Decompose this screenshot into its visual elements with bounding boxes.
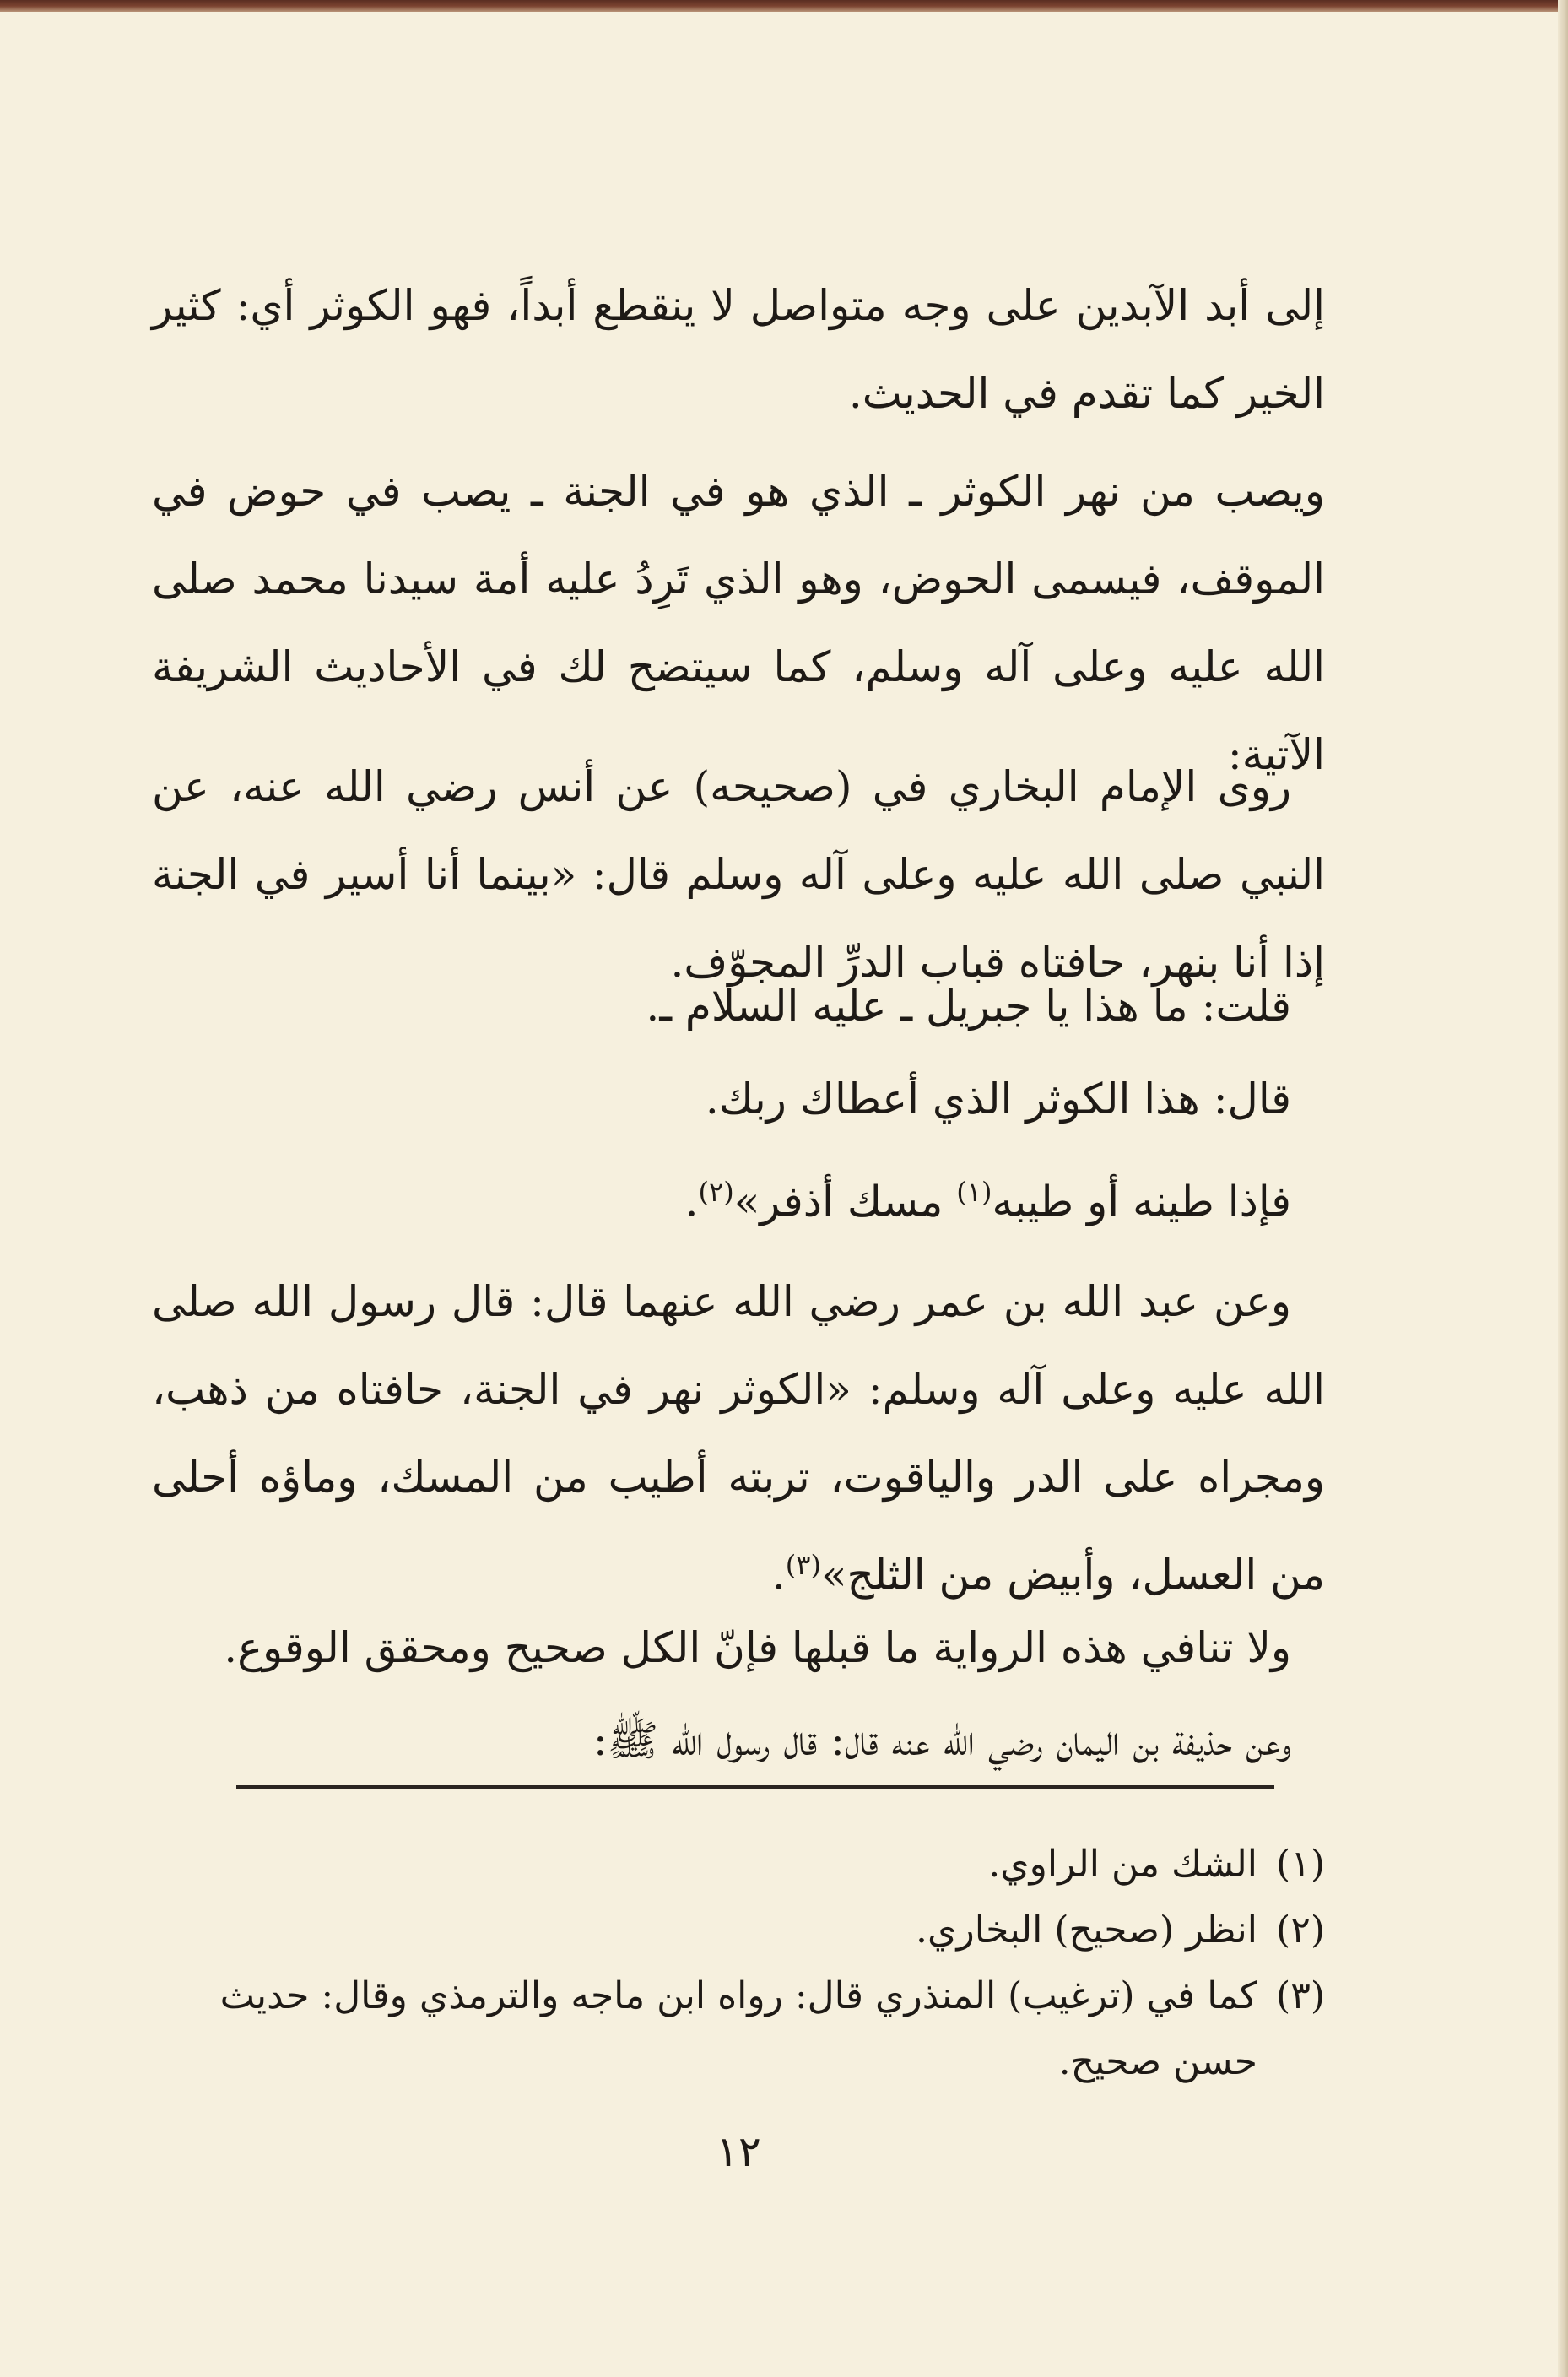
- paragraph-7-text-end: .: [771, 1550, 786, 1600]
- paragraph-1: إلى أبد الآبدين على وجه متواصل لا ينقطع أبداً، فهو الكوثر أي: كثير الخير كما تقدم في الحديث.: [152, 281, 1325, 418]
- footnote-2: [152, 1898, 1325, 1963]
- page-number: ١٢: [716, 2127, 761, 2176]
- paragraph-2: ويصب من نهر الكوثر ـ الذي هو في الجنة ـ يصب في حوض في الموقف، فيسمى الحوض، وهو الذي تَرِدُ عليه أمة سيدنا محمد صلى الله عليه وعلى آله وسلم، كما سيتضح لك في الأحاديث الشريفة الآتية:: [152, 467, 1325, 779]
- footnote-number: (٣): [1276, 1974, 1325, 2017]
- paragraph-3: روى الإمام البخاري في (صحيحه) عن أنس رضي الله عنه، عن النبي صلى الله عليه وعلى آله وسلم قال: «بينما أنا أسير في الجنة إذا أنا بنهر، حافتاه قباب الدرِّ المجوّف.: [152, 762, 1325, 987]
- footnotes: [152, 1832, 1325, 2095]
- paragraph-6: [152, 1148, 1325, 1246]
- footnote-3: [152, 1963, 1325, 2095]
- footnote-text: الشك من الراوي.: [988, 1843, 1257, 1886]
- footnote-divider: [236, 1785, 1274, 1789]
- paragraph-7: [152, 1258, 1325, 1619]
- footnote-ref-1: (١): [956, 1176, 992, 1208]
- book-right-edge: [1558, 0, 1568, 2377]
- footnote-ref-3: (٣): [785, 1549, 821, 1581]
- paragraph-5: قال: هذا الكوثر الذي أعطاك ربك.: [705, 1075, 1291, 1124]
- paragraph-4: قلت: ما هذا يا جبريل ـ عليه السلام ـ.: [646, 982, 1291, 1031]
- footnote-1: [152, 1832, 1325, 1898]
- paragraph-6-text-start: فإذا طينه أو طيبه: [992, 1177, 1291, 1226]
- paragraph-8: ولا تنافي هذه الرواية ما قبلها فإنّ الكل صحيح ومحقق الوقوع.: [224, 1623, 1291, 1672]
- footnote-ref-2: (٢): [698, 1176, 734, 1208]
- footnote-number: (٢): [1276, 1909, 1325, 1952]
- book-page: [152, 253, 1325, 2296]
- book-top-edge: [0, 0, 1568, 12]
- paragraph-7-text: وعن عبد الله بن عمر رضي الله عنهما قال: قال رسول الله صلى الله عليه وعلى آله وسلم: «الكوثر نهر في الجنة، حافتاه من ذهب، ومجراه على الدر والياقوت، تربته أطيب من المسك، وماؤه أحلى من العسل، وأبيض من الثلج»: [152, 1277, 1325, 1600]
- footnote-text: انظر (صحيح) البخاري.: [916, 1909, 1257, 1952]
- paragraph-6-text-end: .: [684, 1177, 699, 1226]
- footnote-text: كما في (ترغيب) المنذري قال: رواه ابن ماجه والترمذي وقال: حديث حسن صحيح.: [219, 1974, 1257, 2083]
- footnote-number: (١): [1276, 1843, 1325, 1886]
- paragraph-9: وعن حذيفة بن اليمان رضي الله عنه قال: قال رسول الله ﷺ:: [592, 1716, 1291, 1765]
- paragraph-6-text-middle: مسك أذفر»: [733, 1177, 957, 1226]
